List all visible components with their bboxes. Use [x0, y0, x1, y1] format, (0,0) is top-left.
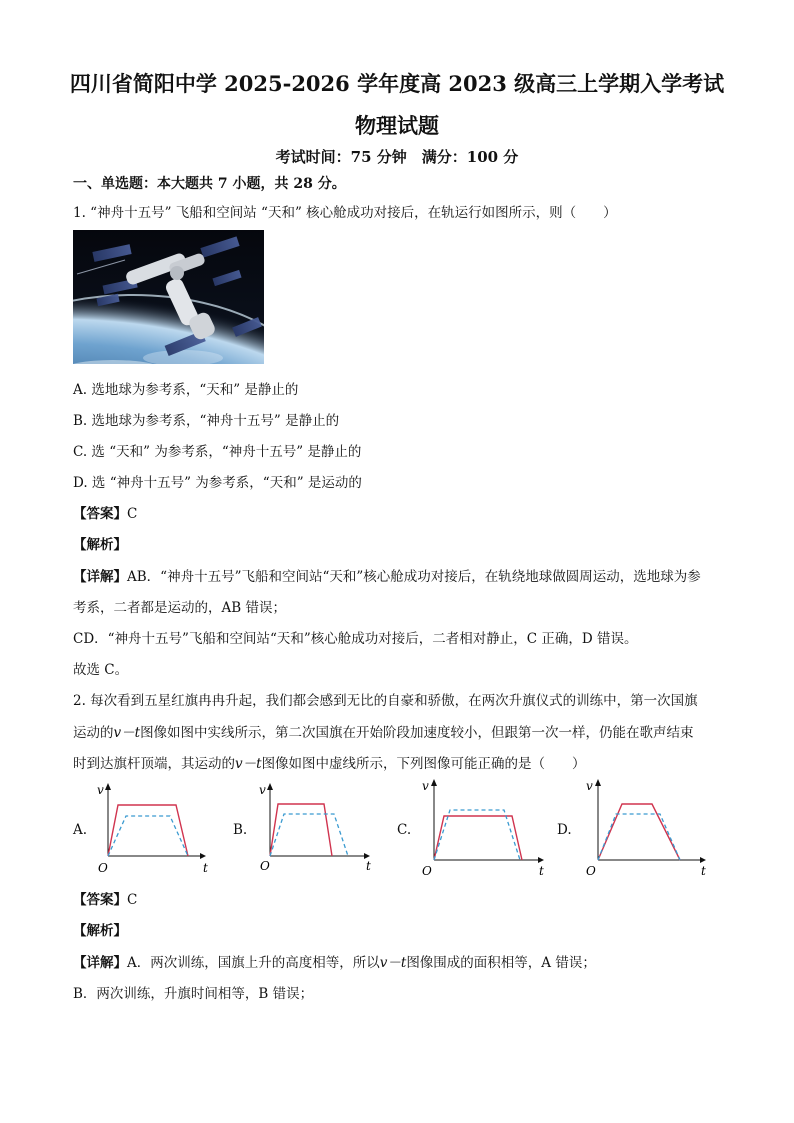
axis-t: t [203, 861, 208, 875]
q2-option-b-label: B. [233, 822, 248, 838]
q2-option-d-label: D. [557, 822, 572, 838]
origin: O [98, 861, 108, 875]
answer-value: C [127, 892, 138, 908]
vt-graph-c [414, 776, 554, 884]
q2-analysis-tag: 【解析】 [73, 923, 127, 939]
axis-v: v [586, 779, 593, 793]
axis-t: t [701, 864, 706, 878]
vt-symbol: v－t [379, 955, 407, 971]
q1-detail-line-1 [73, 565, 701, 585]
subject-title: 物理试题 [355, 113, 439, 138]
detail-tag: 【详解】 [73, 569, 127, 585]
axis-t: t [366, 859, 371, 873]
axis-v: v [259, 783, 266, 797]
q1-detail-line-2: 考系，二者都是运动的，AB 错误； [73, 600, 286, 616]
dashed-line [270, 814, 348, 856]
document-title: 四川省简阳中学 2025-2026 学年度高 2023 级高三上学期入学考试 [69, 71, 725, 96]
solid-line [270, 804, 332, 856]
q2-detail-line-2: B．两次训练，升旗时间相等，B 错误； [73, 986, 314, 1002]
exam-info: 考试时间：75 分钟 满分：100 分 [275, 148, 519, 166]
q2-option-c-label: C. [397, 822, 412, 838]
solid-line [434, 816, 522, 860]
q2-option-a-label: A. [73, 822, 88, 838]
q1-answer-line [73, 502, 137, 522]
vt-graph-a [90, 780, 220, 880]
q1-option-d: D. 选 “神舟十五号” 为参考系，“天和” 是运动的 [73, 475, 362, 491]
space-station-photo [73, 230, 264, 364]
vt-symbol: v－t [235, 756, 262, 772]
dashed-line [108, 816, 188, 856]
q2-stem-line-3 [73, 752, 586, 772]
space-station-illustration [73, 230, 264, 364]
detail-tag: 【详解】 [73, 955, 127, 971]
q1-detail-line-3: CD．“神舟十五号”飞船和空间站“天和”核心舱成功对接后，二者相对静止，C 正确，D 错误。 [73, 631, 638, 647]
vt-graph-b [252, 780, 382, 880]
detail-text: 图像围成的面积相等，A 错误； [406, 955, 596, 971]
stem-text: 图像如图中实线所示，第二次国旗在开始阶段加速度较小，但跟第一次一样，仍能在歌声结束 [140, 725, 694, 741]
q2-answer-line [73, 888, 137, 908]
vt-graph-d [576, 776, 716, 884]
q1-conclusion: 故选 C。 [73, 662, 129, 678]
detail-text: A．两次训练，国旗上升的高度相等，所以 [127, 955, 380, 971]
q1-stem: 1. “神舟十五号” 飞船和空间站 “天和” 核心舱成功对接后，在轨运行如图所示，则（ ） [73, 205, 617, 221]
detail-text: AB．“神舟十五号”飞船和空间站“天和”核心舱成功对接后，在轨绕地球做圆周运动，选地球为参 [127, 569, 701, 585]
answer-tag: 【答案】 [73, 892, 127, 908]
origin: O [586, 864, 596, 878]
vt-symbol: v－t [113, 725, 141, 741]
answer-tag: 【答案】 [73, 506, 127, 522]
q2-stem-line-1: 2. 每次看到五星红旗冉冉升起，我们都会感到无比的自豪和骄傲，在两次升旗仪式的训练中，第一次国旗 [73, 693, 698, 709]
origin: O [422, 864, 432, 878]
dashed-line [434, 810, 520, 860]
axis-v: v [97, 783, 104, 797]
answer-value: C [127, 506, 138, 522]
dashed-line [598, 814, 680, 860]
q1-analysis-tag: 【解析】 [73, 537, 127, 553]
stem-text: 时到达旗杆顶端，其运动的 [73, 756, 235, 772]
q2-stem-line-2 [73, 721, 694, 741]
origin: O [260, 859, 270, 873]
stem-text: 图像如图中虚线所示，下列图像可能正确的是（ ） [261, 756, 586, 772]
stem-text: 运动的 [73, 725, 114, 741]
axis-v: v [422, 779, 429, 793]
axis-t: t [539, 864, 544, 878]
q2-detail-line-1 [73, 951, 596, 971]
q1-option-a: A. 选地球为参考系，“天和” 是静止的 [73, 382, 299, 398]
q1-option-b: B. 选地球为参考系，“神舟十五号” 是静止的 [73, 413, 340, 429]
q1-option-c: C. 选 “天和” 为参考系，“神舟十五号” 是静止的 [73, 444, 362, 460]
section-heading: 一、单选题：本大题共 7 小题，共 28 分。 [73, 176, 346, 192]
